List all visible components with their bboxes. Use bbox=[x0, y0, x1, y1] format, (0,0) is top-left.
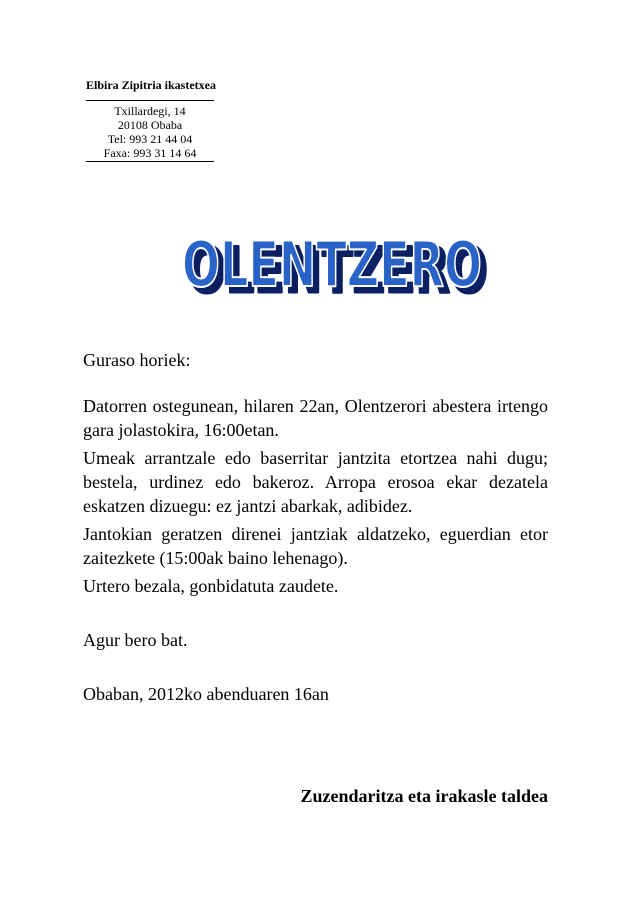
olentzero-logo bbox=[178, 232, 498, 302]
header-bottom-rule bbox=[86, 161, 214, 162]
paragraph-clothing: Umeak arrantzale edo baserritar jantzita etortzea nahi dugu; bestela, urdinez edo bakeroz. Arropa erosoa ekar dezatela eskatzen dizuegu: ez jantzi abarkak, adibidez. bbox=[83, 448, 548, 516]
greeting: Guraso horiek: bbox=[83, 350, 191, 370]
school-address bbox=[86, 101, 214, 161]
address-street: Txillardegi, 14 bbox=[114, 104, 186, 118]
paragraph-invitation: Urtero bezala, gonbidatuta zaudete. bbox=[83, 576, 339, 596]
school-header bbox=[86, 78, 214, 162]
logo-shadow-text: OLENTZERO bbox=[188, 234, 488, 302]
place-date: Obaban, 2012ko abenduaren 16an bbox=[83, 684, 329, 704]
paragraph-lunchroom: Jantokian geratzen direnei jantziak aldatzeko, eguerdian etor zaitezkete (15:00ak baino lehenago). bbox=[83, 524, 548, 568]
closing: Agur bero bat. bbox=[83, 630, 188, 650]
paragraph-event: Datorren ostegunean, hilaren 22an, Olentzerori abestera irtengo gara jolastokira, 16:00etan. bbox=[83, 396, 548, 440]
signature: Zuzendaritza eta irakasle taldea bbox=[300, 786, 548, 806]
letter-body bbox=[83, 348, 548, 706]
address-fax: Faxa: 993 31 14 64 bbox=[103, 146, 197, 160]
address-phone: Tel: 993 21 44 04 bbox=[107, 132, 193, 146]
school-name: Elbira Zipitria ikastetxea bbox=[86, 78, 216, 92]
olentzero-wordart bbox=[178, 232, 498, 302]
logo-face-text: OLENTZERO bbox=[182, 232, 482, 301]
address-city: 20108 Obaba bbox=[117, 118, 183, 132]
